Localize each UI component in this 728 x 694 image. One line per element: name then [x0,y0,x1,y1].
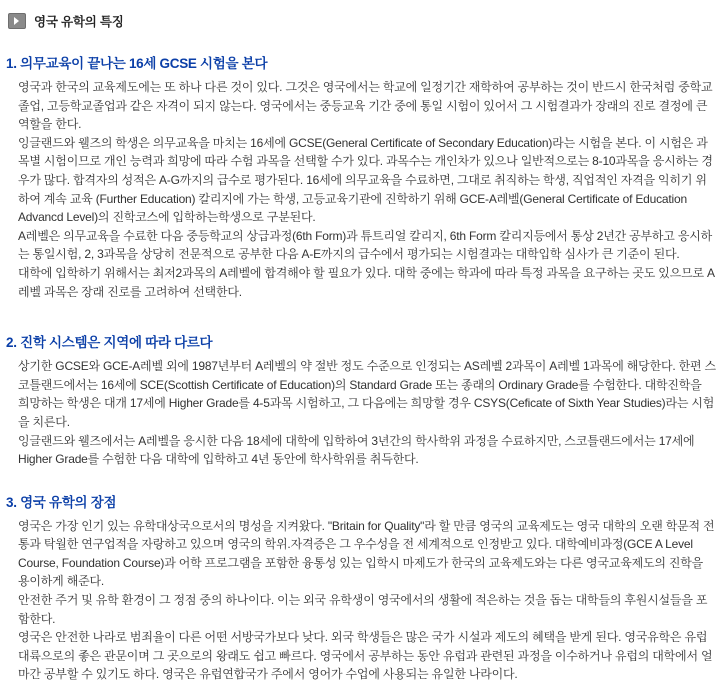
paragraph: 안전한 주거 및 유학 환경이 그 정점 중의 하나이다. 이는 외국 유학생이 영국에서의 생활에 적은하는 것을 돕는 대학들의 후원시설들을 포함한다. [18,593,708,626]
section-heading: 3. 영국 유학의 장점 [6,494,117,510]
section-advantages [0,491,728,684]
paragraph: 영국과 한국의 교육제도에는 또 하나 다른 것이 있다. 그것은 영국에서는 학교에 일정기간 재학하여 공부하는 것이 반드시 한국처럼 중학교 졸업, 고등학교졸업과 같은 자격이 되지 않는다. 영국에서는 중등교육 기간 중에 통일 시험이 있어서 그 시험결과가 장래의 진로 결정에 큰 역할을 한다. [18,80,713,132]
section-body [18,517,716,684]
page-header [0,0,728,40]
paragraph: 영국은 안전한 나라로 범죄율이 다른 어떤 서방국가보다 낮다. 외국 학생들은 많은 국가 시설과 제도의 혜택을 받게 된다. 영국유학은 유럽 대륙으로의 좋은 관문이며 그 곳으로의 왕래도 쉽고 빠르다. 영국에서 공부하는 동안 유럽과 관련된 과정을 이수하거나 유럽의 대학에서 얼마간 공부할 수 있기도 하다. 영국은 유럽연합국가 주에서 영어가 수업에 사용되는 유일한 나라이다. [18,630,713,682]
paragraph: 대학에 입학하기 위해서는 최저2과목의 A레벨에 합격해야 할 필요가 있다. 대학 중에는 학과에 따라 특정 과목을 요구하는 곳도 있으므로 A레벨 과목은 장래 진로를 고려하여 선택한다. [18,265,715,299]
section-compulsory-education [0,52,728,301]
page-title: 영국 유학의 특징 [34,15,124,29]
section-heading: 1. 의무교육이 끝나는 16세 GCSE 시험을 본다 [6,56,268,71]
bottom-spacer [0,684,728,694]
paragraph: 잉글랜드와 웰즈에서는 A레벨을 응시한 다음 18세에 대학에 입학하여 3년간의 학사학위 과정을 수료하지만, 스코틀랜드에서는 17세에 Higher Grade를 수험한 다음 대학에 입학하고 4년 동안에 학사학위를 취득한다. [18,433,695,467]
paragraph: 영국은 가장 인기 있는 유학대상국으로서의 명성을 지켜왔다. "Britain for Quality"라 할 만큼 영국의 교육제도는 영국 대학의 오랜 학문적 전통과 탁월한 연구업적을 자랑하고 있으며 영국의 학위.자격증은 그 우수성을 전 세계적으로 인정받고 있다. 대학예비과정(GCE A Level Course, Foundation Course)과 어학 프로그램을 포함한 융통성 있는 입학시 마제도가 한국의 교육제도와는 다른 영국교육제도의 진학을 용이하게 해준다. [18,518,715,589]
paragraph: A레벨은 의무교육을 수료한 다음 중등학교의 상급과정(6th Form)과 튜트리얼 칼리지, 6th Form 칼리지등에서 통상 2년간 공부하고 응시하는 통일시험, 2, 3과목을 상당히 전문적으로 공부한 다음 A-E까지의 급수에서 평가되는 시험결과는 대학입학 심사가 큰 기준이 된다. [18,228,712,262]
paragraph: 상기한 GCSE와 GCE-A레벨 외에 1987년부터 A레벨의 약 절반 정도 수준으로 인정되는 AS레벨 2과목이 A레벨 1과목에 해당한다. 한편 스코틀랜드에서는 16세에 SCE(Scottish Certificate of Education)의 Standard Grade 또는 종래의 Ordinary Grade를 수험한다. 대학진학을 희망하는 학생은 대개 17세에 Higher Grade를 4-5과목 시험하고, 그 다음에는 희망할 경우 CSYS(Ceficate of Sixth Year Studies)라는 시험을 치른다. [18,359,716,429]
section-spacer [0,301,728,319]
section-admission-system [0,331,728,469]
section-body [18,78,716,301]
section-spacer [0,469,728,479]
play-arrow-icon [8,13,26,29]
section-heading: 2. 진학 시스템은 지역에 따라 다르다 [6,335,213,351]
paragraph: 잉글랜드와 웰즈의 학생은 의무교육을 마치는 16세에 GCSE(General Certificate of Secondary Education)라는 시험을 본다. 이 시험은 과목별 시험이므로 개인 능력과 희망에 따라 수험 과목을 선택할 수가 있다. 과목수는 개인차가 있으나 일반적으로는 8-10과목을 응시하는 경우가 많다. 합격자의 성적은 A-G까지의 급수로 평가된다. 16세에 의무교육을 수료하면, 그대로 취직하는 학생, 직업적인 자격을 익히기 위하여 계속 교육 (Further Education) 칼리지에 가는 학생, 고등교육기관에 진학하기 위해 GCE-A레벨(General Certificate of Education Advancd Level)의 진학코스에 입학하는학생으로 구분된다. [18,135,713,225]
section-body [18,357,716,469]
